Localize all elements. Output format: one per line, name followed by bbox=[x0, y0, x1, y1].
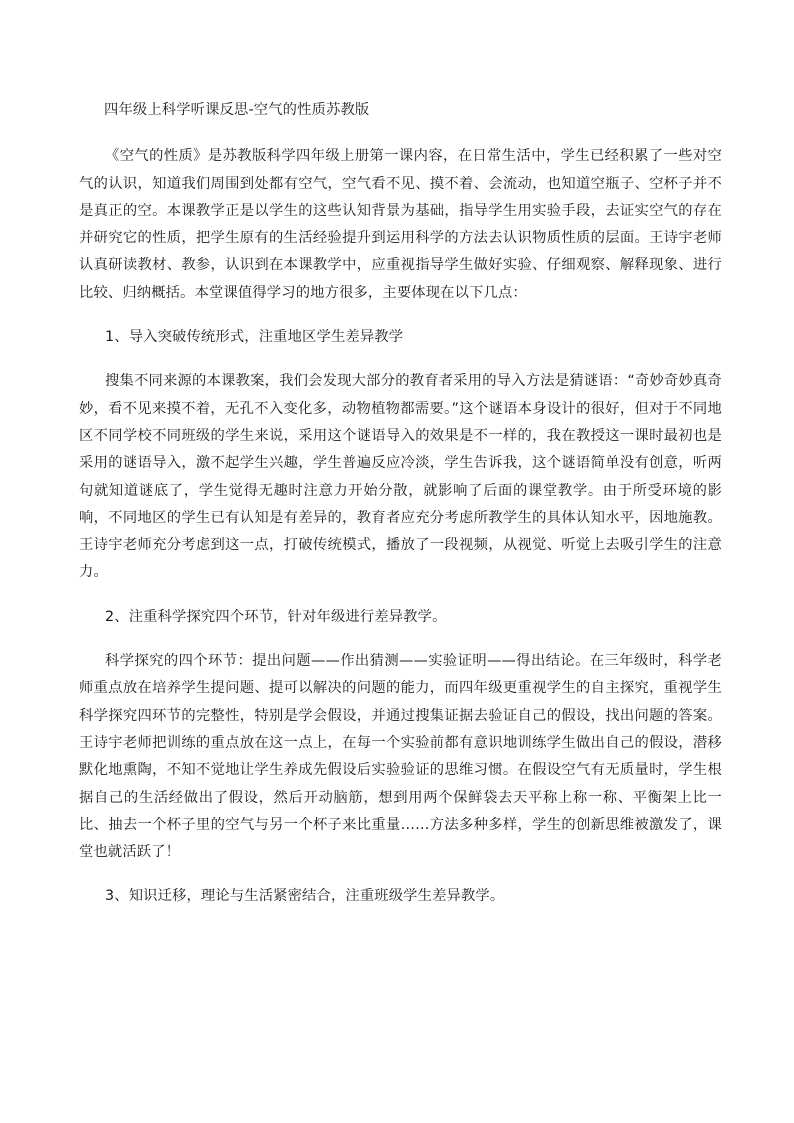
document-body bbox=[79, 97, 722, 928]
section-heading-1: 1、导入突破传统形式，注重地区学生差异教学 bbox=[105, 329, 404, 346]
intro-paragraph: 《空气的性质》是苏教版科学四年级上册第一课内容，在日常生活中，学生已经积累了一些对空气的认识，知道我们周围到处都有空气，空气看不见、摸不着、会流动，也知道空瓶子、空杯子并不是真正的空。本课教学正是以学生的这些认知背景为基础，指导学生用实验手段，去证实空气的存在并研究它的性质，把学生原有的生活经验提升到运用科学的方法去认识物质性质的层面。王诗宇老师认真研读教材、教参，认识到在本课教学中，应重视指导学生做好实验、仔细观察、解释现象、进行比较、归纳概括。本堂课值得学习的地方很多，主要体现在以下几点： bbox=[79, 148, 722, 301]
document-title: 四年级上科学听课反思-空气的性质苏教版 bbox=[104, 102, 370, 118]
section-1-paragraph: 搜集不同来源的本课教案，我们会发现大部分的教育者采用的导入方法是猜谜语：“奇妙奇妙真奇妙，看不见来摸不着，无孔不入变化多，动物植物都需要。”这个谜语本身设计的很好，但对于不同地区不同学校不同班级的学生来说，采用这个谜语导入的效果是不一样的，我在教授这一课时最初也是采用的谜语导入，激不起学生兴趣，学生普遍反应冷淡，学生告诉我，这个谜语简单没有创意，听两句就知道谜底了，学生觉得无趣时注意力开始分散，就影响了后面的课堂教学。由于所受环境的影响，不同地区的学生已有认知是有差异的，教育者应充分考虑所教学生的具体认知水平，因地施教。王诗宇老师充分考虑到这一点，打破传统模式，播放了一段视频，从视觉、听觉上去吸引学生的注意力。 bbox=[79, 373, 722, 581]
section-heading-2: 2、注重科学探究四个环节，针对年级进行差异教学。 bbox=[105, 608, 447, 625]
section-heading-3: 3、知识迁移，理论与生活紧密结合，注重班级学生差异教学。 bbox=[105, 888, 505, 905]
section-2-paragraph: 科学探究的四个环节：提出问题——作出猜测——实验证明——得出结论。在三年级时，科学老师重点放在培养学生提问题、提可以解决的问题的能力，而四年级更重视学生的自主探究，重视学生科学探究四环节的完整性，特别是学会假设，并通过搜集证据去验证自己的假设，找出问题的答案。王诗宇老师把训练的重点放在这一点上，在每一个实验前都有意识地训练学生做出自己的假设，潜移默化地熏陶，不知不觉地让学生养成先假设后实验验证的思维习惯。在假设空气有无质量时，学生根据自己的生活经做出了假设，然后开动脑筋，想到用两个保鲜袋去天平称上称一称、平衡架上比一比、抽去一个杯子里的空气与另一个杯子来比重量……方法多种多样，学生的创新思维被激发了，课堂也就活跃了！ bbox=[79, 653, 722, 861]
